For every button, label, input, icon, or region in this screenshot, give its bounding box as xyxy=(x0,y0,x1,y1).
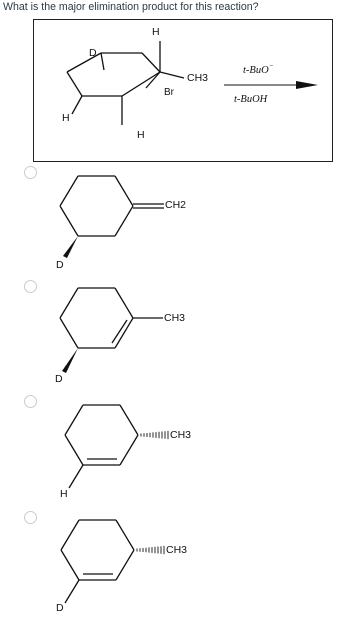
ring-label: H xyxy=(60,488,68,500)
question-text: What is the major elimination product for this reaction? xyxy=(3,1,259,13)
label-h-left: H xyxy=(62,112,70,124)
option-3-structure[interactable] xyxy=(0,392,350,508)
wedge-bond xyxy=(63,236,78,258)
option-1-structure[interactable] xyxy=(0,160,350,276)
substituent-label: CH3 xyxy=(170,429,192,441)
ring-label: D xyxy=(56,602,64,614)
substituent-label: CH3 xyxy=(164,312,186,324)
ring-label: D xyxy=(56,259,64,271)
label-h-bottom: H xyxy=(137,129,145,141)
reagent-solvent: t-BuOH xyxy=(234,94,268,105)
option-4-structure[interactable] xyxy=(0,509,350,625)
substituent-label: CH3 xyxy=(166,544,188,556)
option-2-structure[interactable] xyxy=(0,277,350,393)
chair-cyclohexane-drawing xyxy=(34,20,334,163)
hashed-bond xyxy=(141,431,168,439)
reaction-scheme xyxy=(33,19,333,162)
wedge-bond xyxy=(62,348,78,373)
label-h-top: H xyxy=(152,26,160,38)
ring-label: D xyxy=(55,373,63,385)
reagent-base: t-BuO− xyxy=(243,61,274,76)
label-ch3: CH3 xyxy=(187,72,209,84)
substituent-label: CH2 xyxy=(165,199,187,211)
hashed-bond xyxy=(137,546,164,554)
label-d: D xyxy=(89,47,97,59)
label-br: Br xyxy=(164,87,174,98)
reaction-arrow-icon xyxy=(296,81,318,89)
